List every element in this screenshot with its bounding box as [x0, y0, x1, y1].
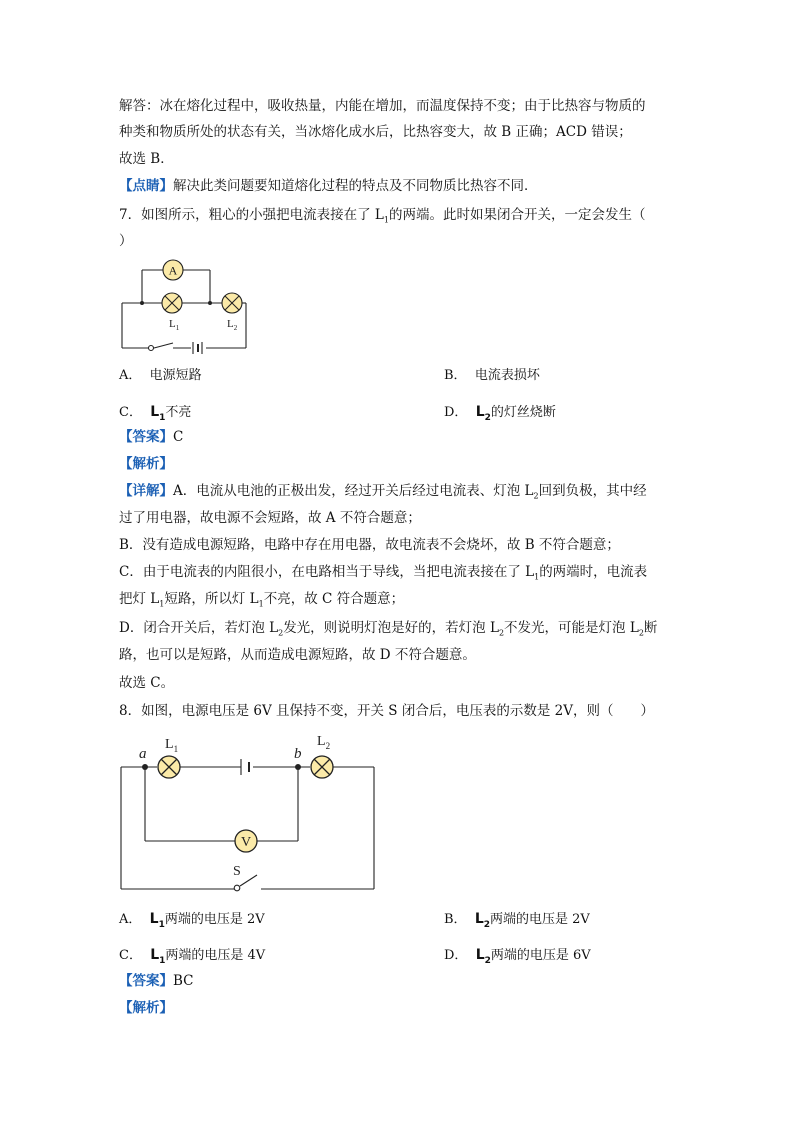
q7-option-c: C． $L_1$不亮 — [119, 404, 192, 423]
q8-option-c: C． $L_1$两端的电压是 4V — [119, 947, 266, 966]
prev-choice: 故选 B． — [119, 151, 174, 167]
point-a-label: a — [139, 746, 147, 762]
tip-text: 解决此类问题要知道熔化过程的特点及不同物质比热容不同． — [173, 178, 538, 194]
lamp-l2 — [311, 756, 333, 778]
q7-answer: 【答案】C — [119, 429, 184, 445]
lamp-l1 — [162, 293, 182, 313]
q8-stem: 8．如图，电源电压是 6V 且保持不变，开关 S 闭合后，电压表的示数是 2V，则（ ） — [119, 703, 654, 719]
q7-analysis-label: 【解析】 — [119, 456, 173, 472]
lamp-l1-label: $L_1$ — [165, 737, 179, 754]
q8-analysis-label: 【解析】 — [119, 1000, 173, 1016]
q7-detail-line-1: 【详解】A．电流从电池的正极出发，经过开关后经过电流表、灯泡 $L_2$回到负极，其中经 — [119, 483, 647, 501]
prev-solution-line-1: 解答：冰在熔化过程中，吸收热量，内能在增加，而温度保持不变；由于比热容与物质的 — [119, 98, 646, 114]
q7-option-d: D． $L_2$的灯丝烧断 — [444, 404, 556, 423]
q7-option-a: A． 电源短路 — [119, 368, 202, 383]
q7-detail-line-7: 路，也可以是短路，从而造成电源短路，故 D 不符合题意。 — [119, 647, 476, 663]
lamp-l2-label: $L_2$ — [227, 318, 238, 332]
q7-detail-line-3: B．没有造成电源短路，电路中存在用电器，故电流表不会烧坏，故 B 不符合题意； — [119, 537, 620, 553]
q7-choice: 故选 C。 — [119, 675, 175, 691]
q7-detail-line-2: 过了用电器，故电源不会短路，故 A 不符合题意； — [119, 510, 421, 526]
lamp-l2-label: $L_2$ — [317, 734, 331, 751]
q8-option-a: A． $L_1$两端的电压是 2V — [119, 911, 265, 930]
q8-option-b: B． $L_2$两端的电压是 2V — [444, 911, 590, 930]
q7-detail-line-5: 把灯 $L_1$短路，所以灯 $L_1$不亮，故 C 符合题意； — [119, 591, 405, 609]
point-b-label: b — [294, 746, 302, 762]
switch-label: S — [233, 864, 241, 879]
q7-stem-line-2: ） — [119, 233, 133, 249]
tip-label: 【点睛】 — [119, 178, 173, 194]
q7-option-b: B． 电流表损坏 — [444, 368, 540, 383]
prev-tip — [119, 176, 538, 196]
lamp-l1 — [158, 756, 180, 778]
lamp-l2 — [222, 293, 242, 313]
ammeter-label: A — [168, 263, 178, 278]
lamp-l1-label: $L_1$ — [169, 318, 180, 332]
q7-detail-line-4: C．由于电流表的内阻很小，在电路相当于导线，当把电流表接在了 $L_1$的两端时，电流表 — [119, 564, 648, 582]
q8-circuit-diagram — [115, 722, 380, 894]
q8-option-d: D． $L_2$两端的电压是 6V — [444, 947, 591, 966]
voltmeter-label: V — [240, 835, 252, 850]
voltmeter — [235, 830, 257, 852]
q7-stem-line-1: 7．如图所示，粗心的小强把电流表接在了 $L_1$的两端。此时如果闭合开关，一定会发生（ — [119, 207, 646, 225]
prev-solution-line-2: 种类和物质所处的状态有关，当冰熔化成水后，比热容变大，故 B 正确；ACD 错误； — [119, 124, 632, 140]
q8-answer: 【答案】BC — [119, 973, 194, 989]
q7-detail-line-6: D．闭合开关后，若灯泡 $L_2$发光，则说明灯泡是好的，若灯泡 $L_2$不发光，可能是灯泡 $L_2$断 — [119, 620, 658, 638]
q7-circuit-diagram — [115, 255, 255, 360]
ammeter — [163, 260, 183, 280]
